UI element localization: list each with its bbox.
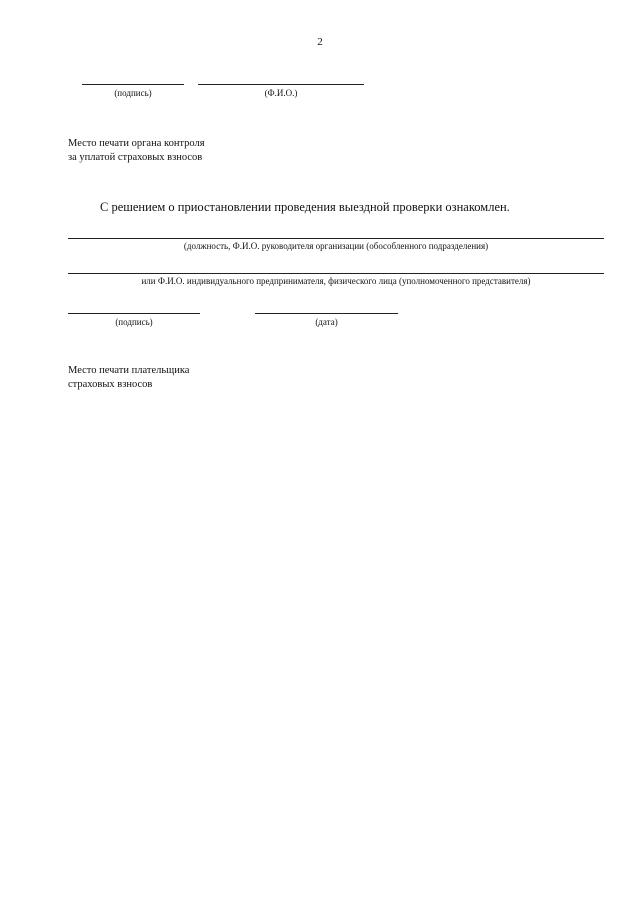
position-name-line [68, 238, 604, 239]
page-number: 2 [317, 36, 323, 48]
payer-seal-label [68, 364, 189, 392]
payer-date-caption: (дата) [315, 317, 338, 327]
entrepreneur-name-caption: или Ф.И.О. индивидуального предпринимателя, физического лица (уполномоченного представителя) [141, 276, 531, 286]
control-signature-line [82, 84, 184, 85]
control-name-line [198, 84, 364, 85]
payer-date-line [255, 313, 398, 314]
payer-signature-caption: (подпись) [115, 317, 153, 327]
position-name-caption: (должность, Ф.И.О. руководителя организации (обособленного подразделения) [183, 241, 489, 251]
entrepreneur-name-line [68, 273, 604, 274]
payer-seal-line1: Место печати плательщика [68, 365, 190, 376]
control-name-caption: (Ф.И.О.) [264, 88, 298, 98]
control-seal-line2: за уплатой страховых взносов [68, 152, 203, 163]
payer-seal-line2: страховых взносов [68, 379, 153, 390]
payer-signature-line [68, 313, 200, 314]
acknowledgement-statement: С решением о приостановлении проведения выездной проверки ознакомлен. [100, 200, 510, 214]
control-signature-caption: (подпись) [114, 88, 152, 98]
control-seal-label [68, 137, 205, 165]
control-seal-line1: Место печати органа контроля [68, 138, 205, 149]
